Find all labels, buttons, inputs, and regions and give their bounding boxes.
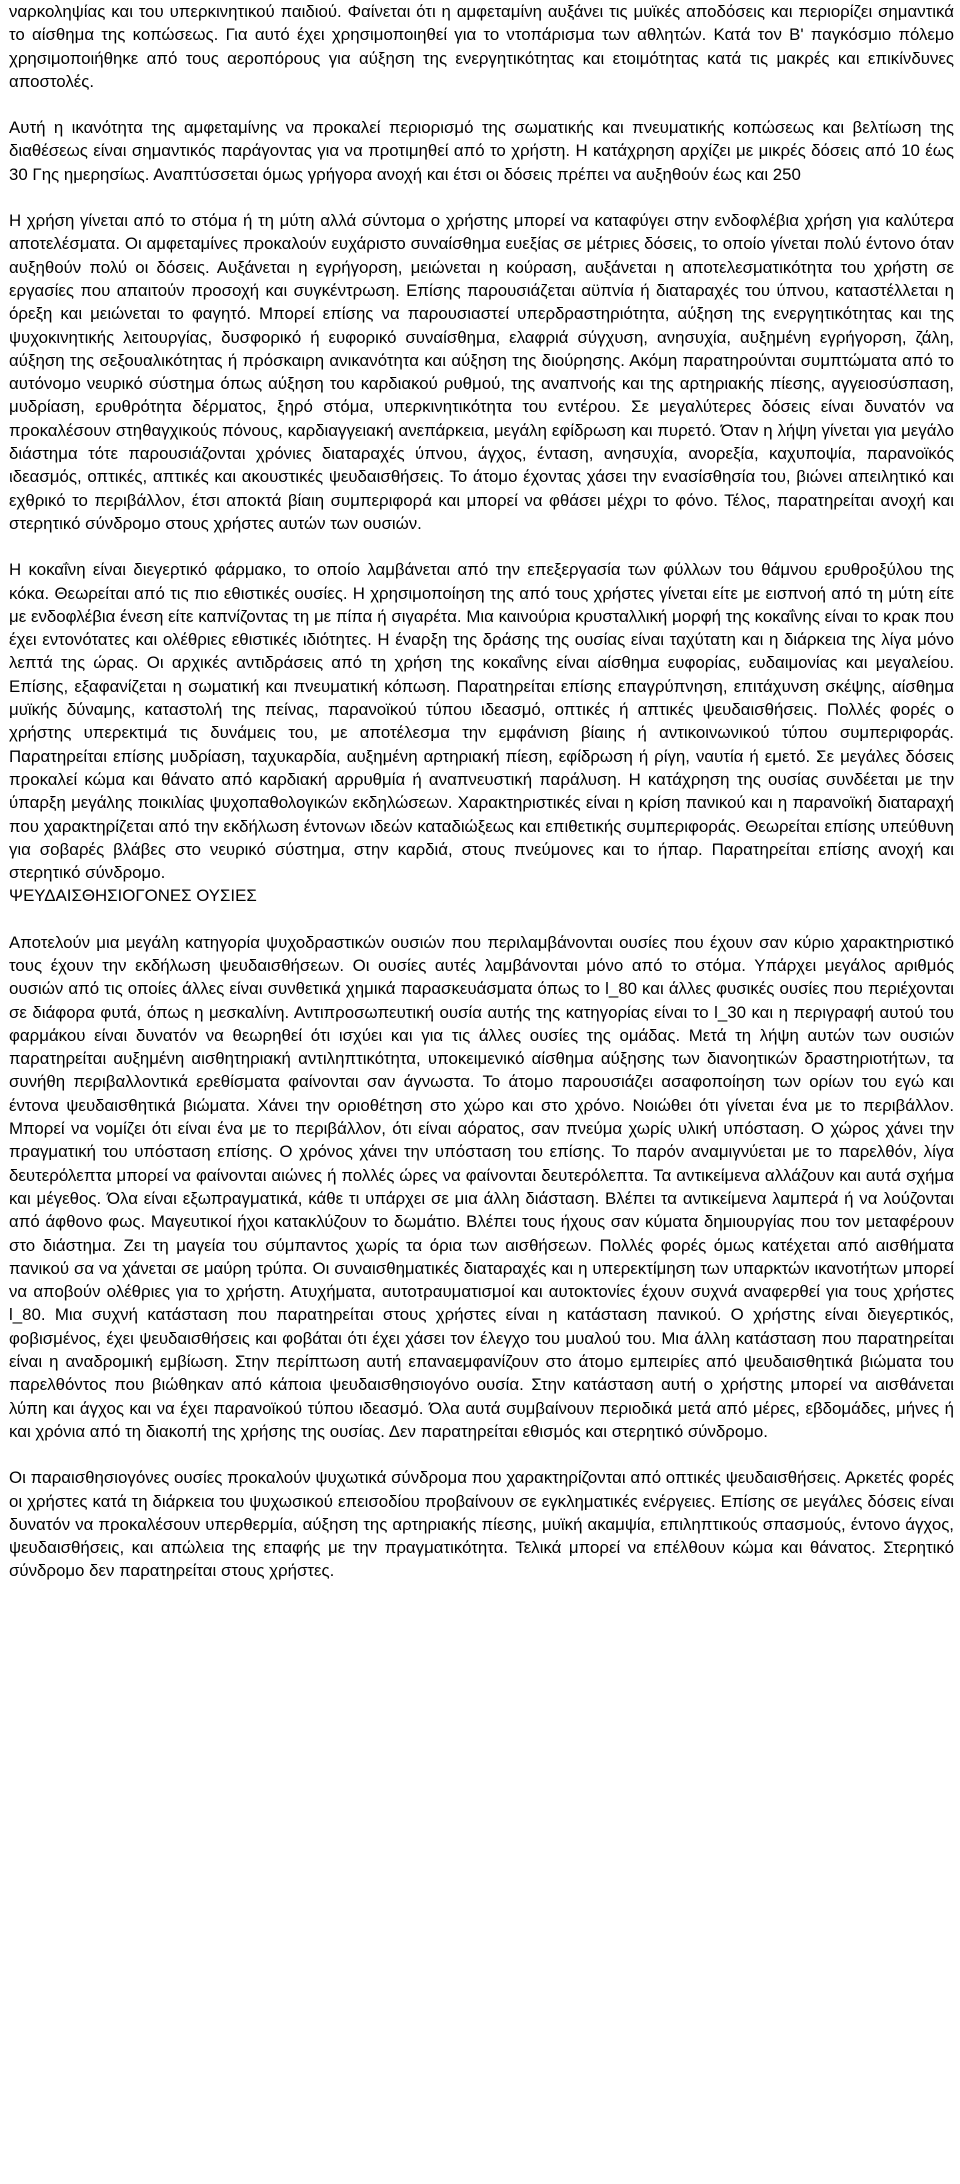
paragraph-hallucinogens-psychosis: Οι παραισθησιογόνες ουσίες προκαλούν ψυχωτικά σύνδρομα που χαρακτηρίζονται από οπτικές ψευδαισθήσεις. Αρκετές φορές οι χρήστες κατά τη διάρκεια του ψυχωσικού επεισοδίου προβαίνουν σε εγκληματικές ενέργειες. Επίσης σε μεγάλες δόσεις είναι δυνατόν να προκαλέσουν υπερθερμία, αύξηση της αρτηριακής πίεσης, μυϊκή ακαμψία, επιληπτικούς σπασμούς, έντονο άγχος, ψευδαισθήσεις, και απώλεια της επαφής με την πραγματικότητα. Τελικά μπορεί να επέλθουν κώμα και θάνατος. Στερητικό σύνδρομο δεν παρατηρείται στους χρήστες. [9, 1468, 954, 1581]
paragraph-amphetamine-abuse: Αυτή η ικανότητα της αμφεταμίνης να προκαλεί περιορισμό της σωματικής και πνευματικής κοπώσεως και βελτίωση της διαθέσεως είναι σημαντικός παράγοντας για να προτιμηθεί από το χρήστη. Η κατάχρηση αρχίζει με μικρές δόσεις από 10 έως 30 Γης ημερησίως. Αναπτύσσεται όμως γρήγορα ανοχή και έτσι οι δόσεις πρέπει να αυξηθούν έως και 250 [9, 118, 954, 184]
paragraph-cocaine: Η κοκαΐνη είναι διεγερτικό φάρμακο, το οποίο λαμβάνεται από την επεξεργασία των φύλλων του θάμνου ερυθροξύλου της κόκα. Θεωρείται από τις πιο εθιστικές ουσίες. Η χρησιμοποίηση της από τους χρήστες γίνεται είτε με εισπνοή από τη μύτη είτε με ενδοφλέβια ένεση είτε καπνίζοντας τη με πίπα ή σιγαρέτα. Μια καινούρια κρυσταλλική μορφή της κοκαΐνης είναι το κρακ που έχει εντονότατες και ολέθριες εθιστικές ιδιότητες. Η έναρξη της δράσης της ουσίας είναι ταχύτατη και η διάρκεια της λίγα μόνο λεπτά της ώρας. Οι αρχικές αντιδράσεις από τη χρήση της κοκαΐνης είναι αίσθημα ευφορίας, ευδαιμονίας και μεγαλείου. Επίσης, εξαφανίζεται η σωματική και πνευματική κόπωση. Παρατηρείται επίσης επαγρύπνηση, επιτάχυνση σκέψης, αίσθημα μυϊκής δύναμης, καταστολή της πείνας, παρανοϊκού τύπου ιδεασμό, οπτικές ή απτικές ψευδαισθήσεις. Πολλές φορές ο χρήστης υπερεκτιμά τις δυνάμεις του, με αποτέλεσμα την εμφάνιση βίαιης ή αντικοινωνικού τύπου συμπεριφοράς. Παρατηρείται επίσης μυδρίαση, ταχυκαρδία, αυξημένη αρτηριακή πίεση, εφίδρωση ή ρίγη, ναυτία ή εμετό. Σε μεγάλες δόσεις προκαλεί κώμα και θάνατο από καρδιακή αρρυθμία ή αναπνευστική παράλυση. Η κατάχρηση της ουσίας συνδέεται με την ύπαρξη μεγάλης ποικιλίας ψυχοπαθολογικών εκδηλώσεων. Χαρακτηριστικές είναι η κρίση πανικού και η παρανοϊκή διαταραχή που χαρακτηρίζεται από την εκδήλωση έντονων ιδεών καταδιώξεως και επιθετικής συμπεριφοράς. Θεωρείται επίσης υπεύθυνη για σοβαρές βλάβες στο νευρικό σύστημα, στην καρδιά, στους πνεύμονες και το ήπαρ. Παρατηρείται επίσης ανοχή και στερητικό σύνδρομο. [9, 560, 954, 883]
paragraph-amphetamine-effects: Η χρήση γίνεται από το στόμα ή τη μύτη αλλά σύντομα ο χρήστης μπορεί να καταφύγει στην ενδοφλέβια χρήση για καλύτερα αποτελέσματα. Οι αμφεταμίνες προκαλούν ευχάριστο συναίσθημα ευεξίας σε μέτριες δόσεις, το οποίο γίνεται πολύ έντονο όταν αυξηθούν πολύ οι δόσεις. Αυξάνεται η εγρήγορση, μειώνεται η κούραση, αυξάνεται η αποτελεσματικότητα του χρήστη σε εργασίες που απαιτούν προσοχή και συγκέντρωση. Επίσης παρουσιάζεται αϋπνία ή διαταραχές του ύπνου, καταστέλλεται η όρεξη και μειώνεται το φαγητό. Μπορεί επίσης να παρουσιαστεί υπερδραστηριότητα, αύξηση της ενεργητικότητας και της ψυχοκινητικής λειτουργίας, δυσφορικό ή ευφορικό συναίσθημα, ελαφριά σύγχυση, ανησυχία, αυξημένη εγρήγορση, ζάλη, αύξηση της σεξουαλικότητας ή πρόσκαιρη ανικανότητα και αύξηση της διούρησης. Ακόμη παρατηρούνται συμπτώματα από το αυτόνομο νευρικό σύστημα όπως αύξηση του καρδιακού ρυθμού, της αναπνοής και της αρτηριακής πίεσης, αγγειοσύσπαση, μυδρίαση, ερυθρότητα δέρματος, ξηρό στόμα, υπερκινητικότητα του εντέρου. Σε μεγαλύτερες δόσεις είναι δυνατόν να προκαλέσουν στηθαγχικούς πόνους, καρδιαγγειακή ανεπάρκεια, μεγάλη εφίδρωση και πυρετό. Όταν η λήψη γίνεται για μεγάλο διάστημα τότε παρουσιάζονται χρόνιες διαταραχές ύπνου, άγχος, ένταση, ανησυχία, ανορεξία, καχυποψία, παρανοϊκός ιδεασμός, οπτικές, απτικές και ακουστικές ψευδαισθήσεις. Το άτομο έχοντας χάσει την ενασίσθησία του, βιώνει απειλητικό και εχθρικό το περιβάλλον, έτσι αποκτά βίαιη συμπεριφορά και μπορεί να φθάσει μέχρι το φόνο. Τέλος, παρατηρείται ανοχή και στερητικό σύνδρομο στους χρήστες αυτών των ουσιών. [9, 211, 954, 533]
paragraph-hallucinogens-overview: Αποτελούν μια μεγάλη κατηγορία ψυχοδραστικών ουσιών που περιλαμβάνονται ουσίες που έχουν σαν κύριο χαρακτηριστικό τους έχουν την εκδήλωση ψευδαισθήσεων. Οι ουσίες αυτές λαμβάνονται μόνο από το στόμα. Υπάρχει μεγάλος αριθμός ουσιών από τις οποίες άλλες είναι συνθετικά χημικά παρασκευάσματα όπως το l_80 και άλλες φυσικές ουσίες που περιέχονται σε διάφορα φυτά, όπως η μεσκαλίνη. Αντιπροσωπευτική ουσία αυτής της κατηγορίας είναι το l_30 και η περιγραφή αυτού του φαρμάκου είναι δυνατόν να θεωρηθεί ότι ισχύει και για τις άλλες ουσίες της ομάδας. Μετά τη λήψη αυτών των ουσιών παρατηρείται αυξημένη αισθητηριακή αντιληπτικότητα, υποκειμενικό αίσθημα αύξησης των διανοητικών δραστηριοτήτων, τα συνήθη περιβαλλοντικά ερεθίσματα φαίνονται σαν άγνωστα. Το άτομο παρουσιάζει ασαφοποίηση των ορίων του εγώ και έντονα ψευδαισθητικά βιώματα. Χάνει την οριοθέτηση στο χώρο και στο χρόνο. Νοιώθει ότι γίνεται ένα με το περιβάλλον. Μπορεί να νομίζει ότι είναι ένα με το περιβάλλον, ότι είναι αόρατος, σαν πνεύμα χωρίς υλική υπόσταση. Ο χώρος χάνει την πραγματική του υπόσταση επίσης. Ο χρόνος χάνει την υπόσταση του επίσης. Το παρόν αναμιγνύεται με το παρελθόν, λίγα δευτερόλεπτα μπορεί να φαίνονται αιώνες ή πολλές ώρες να φαίνονται δευτερόλεπτα. Τα αντικείμενα αλλάζουν και αυτά σχήμα και μέγεθος. Όλα είναι εξωπραγματικά, κάθε τι υπάρχει σε μια άλλη διάσταση. Βλέπει τα αντικείμενα λαμπερά ή να λούζονται από άφθονο φως. Μαγευτικοί ήχοι κατακλύζουν το δωμάτιο. Βλέπει τους ήχους σαν κύματα δημιουργίας που τον μεταφέρουν στο διάστημα. Ζει τη μαγεία του σύμπαντος χωρίς τα όρια των αισθήσεων. Πολλές φορές όμως κατέχεται από αισθήματα πανικού σα να χάνεται σε μαύρη τρύπα. Οι συναισθηματικές διαταραχές και η υπερεκτίμηση των υπαρκτών ικανοτήτων μπορεί να αποβούν ολέθριες για το χρήστη. Ατυχήματα, αυτοτραυματισμοί και αυτοκτονίες έχουν συχνά αναφερθεί για τους χρήστες l_80. Μια συχνή κατάσταση που παρατηρείται στους χρήστες είναι η κατάσταση πανικού. Ο χρήστης είναι διεγερτικός, φοβισμένος, έχει ψευδαισθήσεις και φοβάται ότι έχει χάσει τον έλεγχο του μυαλού του. Μια άλλη κατάσταση που παρατηρείται είναι η αναδρομική εμβίωση. Στην περίπτωση αυτή επαναεμφανίζουν στο άτομο εμπειρίες από ψευδαισθητικά βιώματα του παρελθόντος που βιώθηκαν από κάποια ψευδαισθησιογόνο ουσία. Στην κατάσταση αυτή ο χρήστης μπορεί να αισθάνεται λύπη και άγχος και να έχει παρανοϊκού τύπου ιδεασμό. Όλα αυτά συμβαίνουν περιοδικά μετά από μέρες, εβδομάδες, μήνες ή και χρόνια από τη διακοπή της χρήσης της ουσίας. Δεν παρατηρείται εθισμός και στερητικό σύνδρομο. [9, 932, 954, 1441]
section-heading-hallucinogens: ΨΕΥΔΑΙΣΘΗΣΙΟΓΟΝΕΣ ΟΥΣΙΕΣ [9, 886, 257, 906]
paragraph-amphetamine-uses: ναρκοληψίας και του υπερκινητικού παιδιού. Φαίνεται ότι η αμφεταμίνη αυξάνει τις μυϊκές αποδόσεις και περιορίζει σημαντικά το αίσθημα της κοπώσεως. Για αυτό έχει χρησιμοποιηθεί για το ντοπάρισμα των αθλητών. Κατά τον Β' παγκόσμιο πόλεμο χρησιμοποιήθηκε από τους αεροπόρους για αύξηση της ενεργητικότητας και ετοιμότητας κατά τις μακρές και επικίνδυνες αποστολές. [9, 2, 954, 91]
